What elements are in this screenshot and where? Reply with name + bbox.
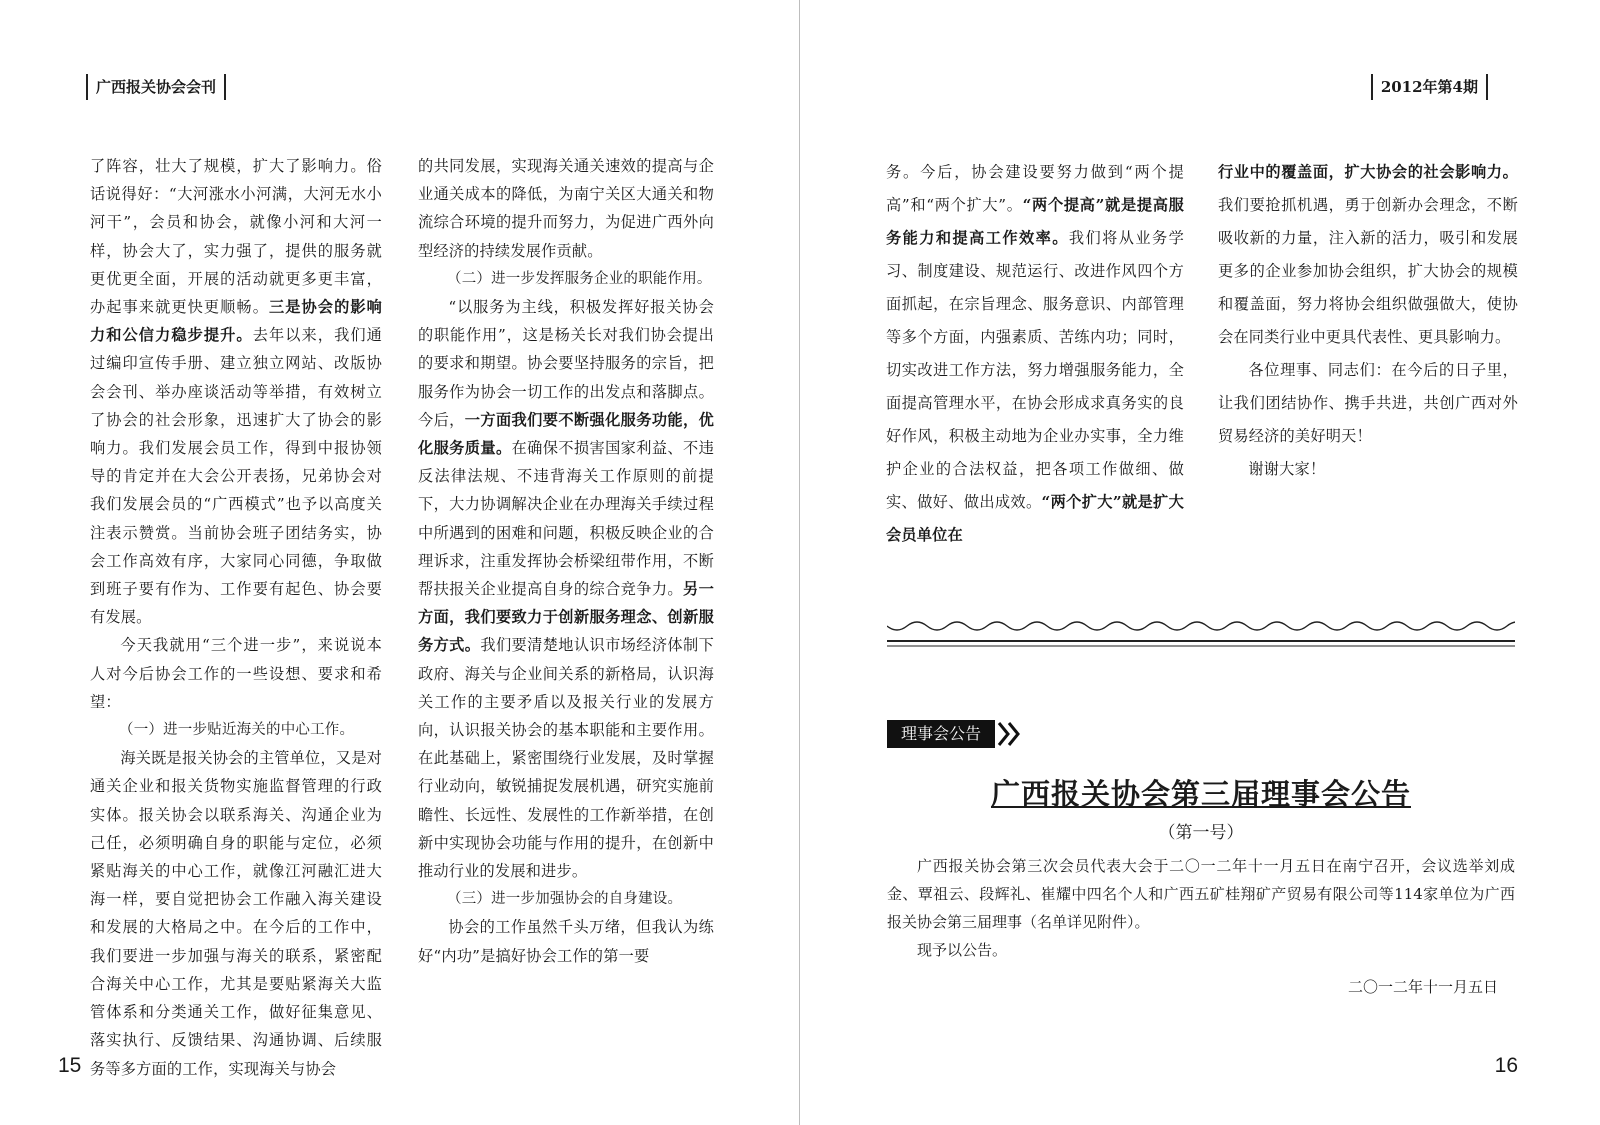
journal-header: 广西报关协会会刊 — [86, 74, 226, 100]
left-column-2 — [418, 152, 714, 970]
paragraph: 务。今后，协会建设要努力做到“两个提高”和“两个扩大”。“两个提高”就是提高服务能力和提高工作效率。我们将从业务学习、制度建设、规范运行、改进作风四个方面抓起，在宗旨理念、服务意识、内部管理等多个方面，内强素质、苦练内功；同时，切实改进工作方法，努力增强服务能力，全面提高管理水平，在协会形成求真务实的良好作风，积极主动地为企业办实事，全力维护企业的合法权益，把各项工作做细、做实、做好、做出成效。“两个扩大”就是扩大会员单位在 — [886, 163, 1185, 544]
paragraph: 的共同发展，实现海关通关速效的提高与企业通关成本的降低，为南宁关区大通关和物流综合环境的提升而努力，为促进广西外向型经济的持续发展作贡献。 — [418, 157, 714, 260]
notice-subtitle: （第一号） — [1158, 823, 1244, 843]
notice-paragraph: 广西报关协会第三次会员代表大会于二〇一二年十一月五日在南宁召开，会议选举刘成金、覃祖云、段辉礼、崔耀中四名个人和广西五矿桂翔矿产贸易有限公司等114家单位为广西报关协会第三届理事（名单详见附件）。 — [887, 857, 1515, 931]
wave-divider — [887, 620, 1515, 650]
section-heading: （一）进一步贴近海关的中心工作。 — [119, 722, 355, 739]
page-number: 16 — [1494, 1054, 1518, 1077]
paragraph: “以服务为主线，积极发挥好报关协会的职能作用”，这是杨关长对我们协会提出的要求和期望。协会要坚持服务的宗旨，把服务作为协会一切工作的出发点和落脚点。今后，一方面我们要不断强化服务功能，优化服务质量。在确保不损害国家利益、不违反法律法规、不违背海关工作原则的前提下，大力协调解决企业在办理海关手续过程中所遇到的困难和问题，积极反映企业的合理诉求，注重发挥协会桥梁纽带作用，不断帮扶报关企业提高自身的综合竞争力。另一方面，我们要致力于创新服务理念、创新服务方式。我们要清楚地认识市场经济体制下政府、海关与企业间关系的新格局，认识海关工作的主要矛盾以及报关行业的发展方向，认识报关协会的基本职能和主要作用。在此基础上，紧密围绕行业发展，及时掌握行业动向，敏锐捕捉发展机遇，研究实施前瞻性、长远性、发展性的工作新举措，在创新中实现协会功能与作用的提升，在创新中推动行业的发展和进步。 — [418, 298, 715, 881]
section-tag-label: 理事会公告 — [887, 720, 995, 748]
page-number: 15 — [58, 1054, 82, 1077]
notice-date: 二〇一二年十一月五日 — [1347, 978, 1498, 996]
section-heading: （三）进一步加强协会的自身建设。 — [447, 891, 683, 908]
left-column-1 — [90, 152, 382, 1083]
section-heading: （二）进一步发挥服务企业的职能作用。 — [447, 270, 712, 287]
paragraph: 各位理事、同志们：在今后的日子里，让我们团结协作、携手共进，共创广西对外贸易经济的美好明天！ — [1218, 361, 1518, 445]
right-column-2 — [1218, 156, 1518, 486]
paragraph: 行业中的覆盖面，扩大协会的社会影响力。我们要抢抓机遇，勇于创新办会理念，不断吸收新的力量，注入新的活力，吸引和发展更多的企业参加协会组织，扩大协会的规模和覆盖面，努力将协会组织做强做大，使协会在同类行业中更具代表性、更具影响力。 — [1218, 163, 1518, 346]
notice-body — [887, 852, 1515, 964]
paragraph: 今天我就用“三个进一步”，来说说本人对今后协会工作的一些设想、要求和希望： — [90, 636, 382, 711]
paragraph: 协会的工作虽然千头万绪，但我认为练好“内功”是搞好协会工作的第一要 — [418, 918, 714, 965]
right-column-1 — [886, 156, 1184, 552]
issue-header: 2012年第4期 — [1371, 74, 1488, 100]
paragraph: 海关既是报关协会的主管单位，又是对通关企业和报关货物实施监督管理的行政实体。报关协会以联系海关、沟通企业为己任，必须明确自身的职能与定位，必须紧贴海关的中心工作，就像江河融汇进大海一样，要自觉把协会工作融入海关建设和发展的大格局之中。在今后的工作中，我们要进一步加强与海关的联系，紧密配合海关中心工作，尤其是要贴紧海关大监管体系和分类通关工作，做好征集意见、落实执行、反馈结果、沟通协调、后续服务等多方面的工作，实现海关与协会 — [90, 749, 382, 1078]
closing-thanks: 谢谢大家！ — [1248, 460, 1326, 478]
paragraph: 了阵容，壮大了规模，扩大了影响力。俗话说得好：“大河涨水小河满，大河无水小河干”，会员和协会，就像小河和大河一样，协会大了，实力强了，提供的服务就更优更全面，开展的活动就更多更丰富，办起事来就更快更顺畅。三是协会的影响力和公信力稳步提升。去年以来，我们通过编印宣传手册、建立独立网站、改版协会会刊、举办座谈活动等举措，有效树立了协会的社会形象，迅速扩大了协会的影响力。我们发展会员工作，得到中报协领导的肯定并在大会公开表扬，兄弟协会对我们发展会员的“广西模式”也予以高度关注表示赞赏。当前协会班子团结务实，协会工作高效有序，大家同心同德，争取做到班子要有作为、工作要有起色、协会要有发展。 — [90, 157, 383, 627]
notice-paragraph: 现予以公告。 — [917, 941, 1008, 959]
section-tag — [887, 720, 1023, 748]
double-chevron-icon — [997, 720, 1023, 748]
notice-title: 广西报关协会第三届理事会公告 — [990, 777, 1411, 811]
